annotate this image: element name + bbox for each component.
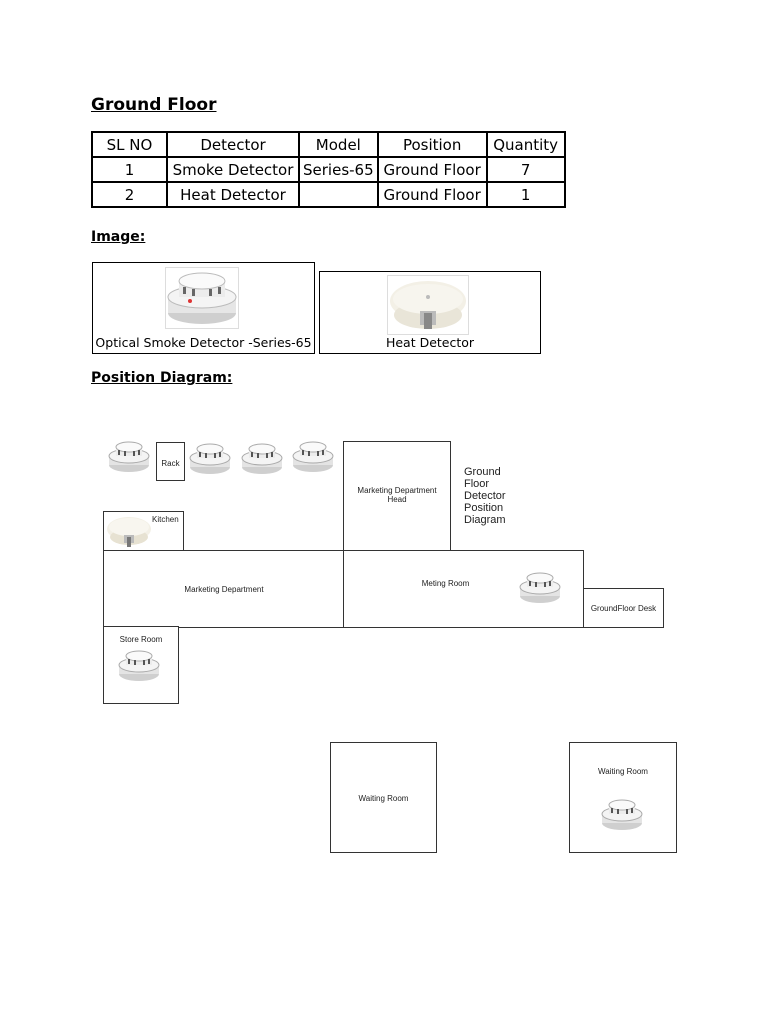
- room-label-marketing-department: Marketing Department: [184, 585, 264, 594]
- position-diagram-heading: Position Diagram:: [91, 370, 233, 386]
- smoke-detector-icon: [107, 439, 151, 475]
- header-position: Position: [378, 132, 487, 157]
- diagram-title: Ground Floor Detector Position Diagram: [464, 466, 506, 526]
- table-row: [92, 157, 565, 182]
- detector-table: [91, 131, 566, 208]
- header-sl-no: SL NO: [92, 132, 167, 157]
- room-label-waiting-room-2: Waiting Room: [598, 767, 648, 776]
- room-groundfloor-desk: [583, 588, 664, 628]
- header-model: Model: [299, 132, 378, 157]
- cell-sl-no: 2: [92, 182, 167, 207]
- smoke-detector-caption: Optical Smoke Detector -Series-65: [95, 335, 312, 350]
- smoke-detector-icon: [165, 267, 239, 329]
- smoke-detector-icon: [240, 441, 284, 477]
- smoke-detector-icon: [188, 441, 232, 477]
- room-rack: [156, 442, 185, 481]
- header-detector: Detector: [167, 132, 299, 157]
- heat-detector-caption: Heat Detector: [385, 335, 475, 350]
- room-label-marketing-head: Marketing Department Head: [357, 486, 437, 504]
- table-header-row: [92, 132, 565, 157]
- cell-quantity: 1: [487, 182, 565, 207]
- cell-quantity: 7: [487, 157, 565, 182]
- room-label-groundfloor-desk: GroundFloor Desk: [590, 604, 657, 613]
- image-heading: Image:: [91, 229, 146, 245]
- smoke-detector-icon: [600, 797, 644, 833]
- cell-position: Ground Floor: [378, 182, 487, 207]
- cell-detector: Smoke Detector: [167, 157, 299, 182]
- heat-detector-icon: [387, 275, 469, 335]
- smoke-detector-icon: [291, 439, 335, 475]
- cell-position: Ground Floor: [378, 157, 487, 182]
- room-label-kitchen: Kitchen: [152, 515, 179, 524]
- cell-model: Series-65: [299, 157, 378, 182]
- smoke-detector-icon: [117, 648, 161, 684]
- room-label-rack: Rack: [161, 459, 180, 468]
- room-marketing-department: [103, 550, 345, 628]
- smoke-detector-image-box: [92, 262, 315, 354]
- room-label-waiting-room-1: Waiting Room: [358, 794, 409, 803]
- heat-detector-icon: [105, 513, 153, 549]
- room-marketing-head: [343, 441, 451, 552]
- room-label-meeting-room: Meting Room: [421, 579, 470, 588]
- room-waiting-room-1: [330, 742, 437, 853]
- heat-detector-image-box: [319, 271, 541, 354]
- cell-model: [299, 182, 378, 207]
- cell-detector: Heat Detector: [167, 182, 299, 207]
- smoke-detector-icon: [518, 570, 562, 606]
- room-label-store-room: Store Room: [119, 635, 163, 644]
- table-row: [92, 182, 565, 207]
- cell-sl-no: 1: [92, 157, 167, 182]
- ground-floor-heading: Ground Floor: [91, 95, 217, 115]
- header-quantity: Quantity: [487, 132, 565, 157]
